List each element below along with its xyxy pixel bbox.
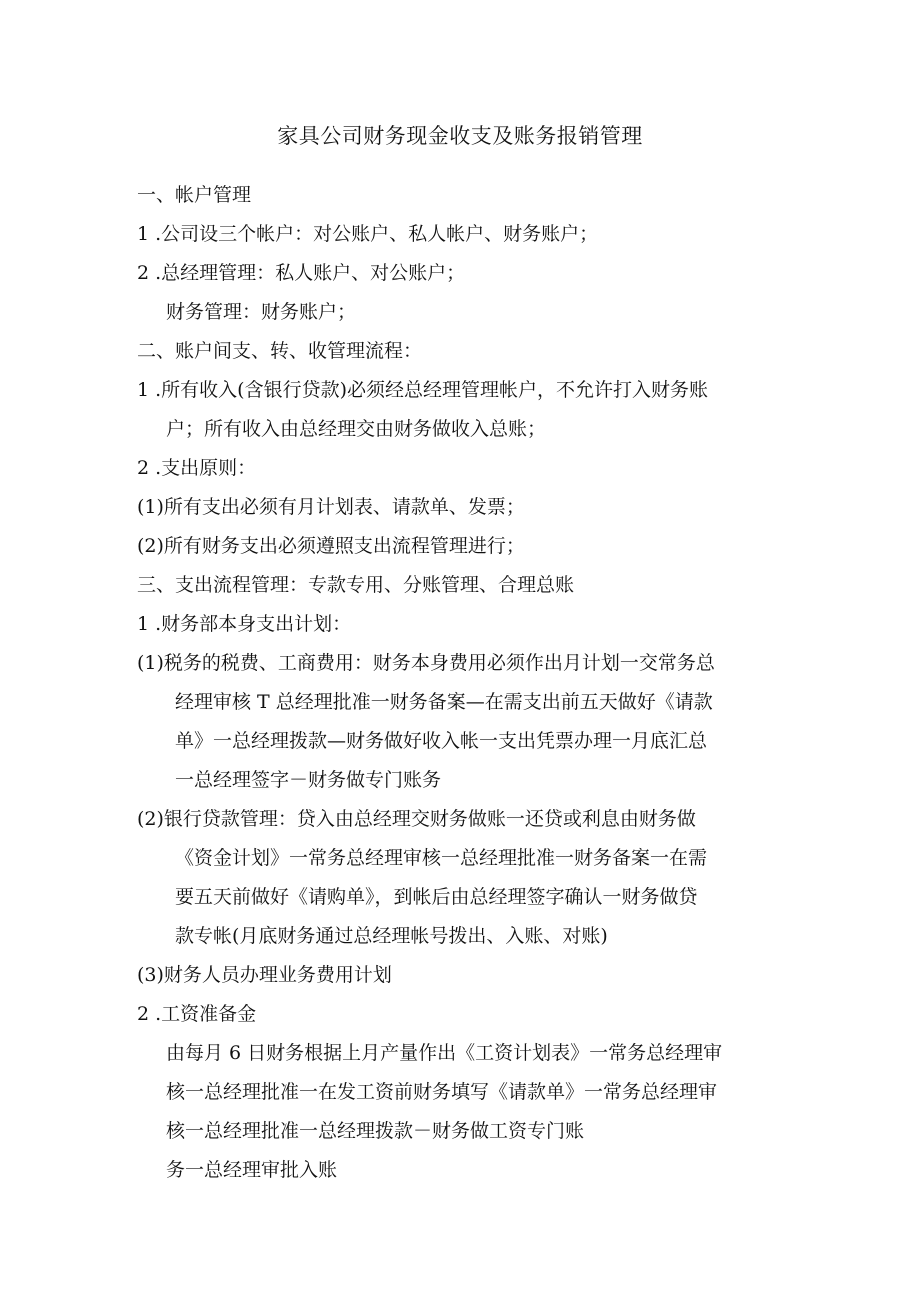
text-line: 2 .总经理管理：私人账户、对公账户； (137, 262, 466, 284)
text-line: 要五天前做好《请购单》，到帐后由总经理签字确认一财务做贷 (175, 886, 698, 908)
text-line: 财务管理：财务账户； (166, 301, 357, 323)
text-line: 核一总经理批准一总经理拨款－财务做工资专门账 (166, 1120, 585, 1142)
document-title: 家具公司财务现金收支及账务报销管理 (277, 124, 643, 148)
text-line: 款专帐(月底财务通过总经理帐号拨出、入账、对账) (175, 925, 608, 947)
text-line: (2)银行贷款管理：贷入由总经理交财务做账一还贷或利息由财务做 (137, 808, 696, 830)
document-body (137, 176, 797, 1190)
text-line: 务一总经理审批入账 (166, 1159, 338, 1181)
text-line: 二、账户间支、转、收管理流程： (137, 340, 423, 362)
text-line: 2 .工资准备金 (137, 1003, 257, 1025)
text-line: 一、帐户管理 (137, 184, 252, 206)
text-line: 2 .支出原则： (137, 457, 257, 479)
text-line: 1 .所有收入(含银行贷款)必须经总经理管理帐户，不允许打入财务账 (137, 379, 708, 401)
text-line: 户；所有收入由总经理交由财务做收入总账； (166, 418, 547, 440)
text-line: 经理审核 T 总经理批准一财务备案—在需支出前五天做好《请款 (175, 691, 713, 713)
text-line: 1 .财务部本身支出计划： (137, 613, 352, 635)
text-line: (1)所有支出必须有月计划表、请款单、发票； (137, 496, 525, 518)
text-line: 单》一总经理拨款—财务做好收入帐一支出凭票办理一月底汇总 (175, 730, 708, 752)
text-line: 核一总经理批准一在发工资前财务填写《请款单》一常务总经理审 (166, 1081, 718, 1103)
text-line: 一总经理签字－财务做专门账务 (175, 769, 442, 791)
text-line: (3)财务人员办理业务费用计划 (137, 964, 392, 986)
text-line: 1 .公司设三个帐户：对公账户、私人帐户、财务账户； (137, 223, 599, 245)
text-line: 由每月 6 日财务根据上月产量作出《工资计划表》一常务总经理审 (166, 1042, 723, 1064)
text-line: 《资金计划》一常务总经理审核一总经理批准一财务备案一在需 (175, 847, 708, 869)
text-line: (2)所有财务支出必须遵照支出流程管理进行； (137, 535, 525, 557)
text-line: 三、支出流程管理：专款专用、分账管理、合理总账 (137, 574, 575, 596)
text-line: (1)税务的税费、工商费用：财务本身费用必须作出月计划一交常务总 (137, 652, 715, 674)
